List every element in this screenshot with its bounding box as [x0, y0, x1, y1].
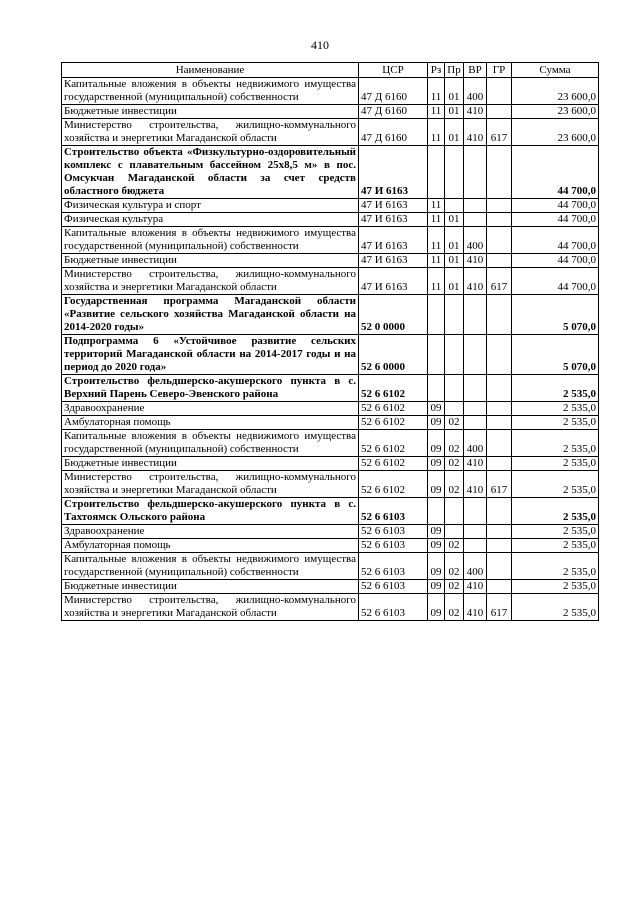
cell-pr: 02	[445, 553, 464, 580]
cell-name: Бюджетные инвестиции	[62, 457, 359, 471]
cell-csr: 47 И 6163	[359, 213, 428, 227]
cell-pr: 01	[445, 213, 464, 227]
table-row	[62, 335, 599, 375]
cell-rz	[428, 335, 445, 375]
cell-gr	[487, 402, 512, 416]
cell-csr: 52 6 6102	[359, 430, 428, 457]
cell-rz: 11	[428, 213, 445, 227]
cell-rz: 11	[428, 254, 445, 268]
table-row	[62, 553, 599, 580]
cell-sum: 2 535,0	[512, 594, 599, 621]
cell-gr	[487, 416, 512, 430]
cell-name: Здравоохранение	[62, 525, 359, 539]
cell-vr: 400	[464, 227, 487, 254]
cell-rz: 09	[428, 580, 445, 594]
cell-rz: 09	[428, 402, 445, 416]
cell-vr: 400	[464, 553, 487, 580]
table-row	[62, 254, 599, 268]
table-row	[62, 539, 599, 553]
header-sum: Сумма	[512, 63, 599, 78]
cell-csr: 52 6 6103	[359, 553, 428, 580]
cell-sum: 2 535,0	[512, 539, 599, 553]
cell-csr: 52 6 6103	[359, 580, 428, 594]
cell-sum: 44 700,0	[512, 268, 599, 295]
cell-gr	[487, 335, 512, 375]
cell-name: Бюджетные инвестиции	[62, 254, 359, 268]
table-body	[62, 78, 599, 621]
cell-sum: 44 700,0	[512, 199, 599, 213]
cell-csr: 47 И 6163	[359, 227, 428, 254]
cell-sum: 2 535,0	[512, 402, 599, 416]
cell-rz: 09	[428, 525, 445, 539]
cell-vr: 410	[464, 457, 487, 471]
table-row	[62, 416, 599, 430]
cell-name: Физическая культура и спорт	[62, 199, 359, 213]
cell-rz: 11	[428, 119, 445, 146]
table-row	[62, 402, 599, 416]
cell-pr: 02	[445, 594, 464, 621]
cell-sum: 2 535,0	[512, 457, 599, 471]
header-vr: ВР	[464, 63, 487, 78]
cell-gr	[487, 539, 512, 553]
cell-vr	[464, 146, 487, 199]
cell-gr	[487, 199, 512, 213]
cell-vr: 400	[464, 430, 487, 457]
cell-gr	[487, 457, 512, 471]
cell-sum: 44 700,0	[512, 213, 599, 227]
table-row	[62, 594, 599, 621]
cell-name: Капитальные вложения в объекты недвижимого имущества государственной (муниципальной) собственности	[62, 430, 359, 457]
cell-rz	[428, 498, 445, 525]
cell-gr: 617	[487, 471, 512, 498]
cell-sum: 2 535,0	[512, 580, 599, 594]
table-row	[62, 580, 599, 594]
cell-sum: 44 700,0	[512, 227, 599, 254]
table-row	[62, 457, 599, 471]
cell-vr: 410	[464, 268, 487, 295]
cell-vr: 410	[464, 471, 487, 498]
cell-gr: 617	[487, 268, 512, 295]
cell-csr: 47 И 6163	[359, 199, 428, 213]
cell-vr: 410	[464, 580, 487, 594]
cell-csr: 52 6 0000	[359, 335, 428, 375]
cell-vr	[464, 525, 487, 539]
cell-vr	[464, 416, 487, 430]
cell-csr: 52 6 6102	[359, 471, 428, 498]
cell-pr: 01	[445, 119, 464, 146]
header-name: Наименование	[62, 63, 359, 78]
cell-pr: 02	[445, 539, 464, 553]
cell-pr: 02	[445, 430, 464, 457]
table-row	[62, 227, 599, 254]
cell-gr	[487, 525, 512, 539]
cell-pr	[445, 402, 464, 416]
cell-pr: 01	[445, 268, 464, 295]
cell-vr	[464, 295, 487, 335]
cell-gr	[487, 227, 512, 254]
cell-gr	[487, 213, 512, 227]
cell-sum: 44 700,0	[512, 146, 599, 199]
cell-pr	[445, 525, 464, 539]
cell-csr: 52 6 6103	[359, 539, 428, 553]
cell-csr: 52 6 6103	[359, 525, 428, 539]
table-row	[62, 295, 599, 335]
cell-gr	[487, 105, 512, 119]
cell-rz: 09	[428, 416, 445, 430]
cell-gr	[487, 146, 512, 199]
cell-vr: 410	[464, 254, 487, 268]
cell-sum: 2 535,0	[512, 375, 599, 402]
table-row	[62, 78, 599, 105]
cell-name: Капитальные вложения в объекты недвижимого имущества государственной (муниципальной) собственности	[62, 553, 359, 580]
cell-gr	[487, 580, 512, 594]
cell-sum: 2 535,0	[512, 416, 599, 430]
cell-sum: 2 535,0	[512, 471, 599, 498]
cell-vr	[464, 213, 487, 227]
cell-pr: 01	[445, 254, 464, 268]
table-row	[62, 430, 599, 457]
cell-name: Амбулаторная помощь	[62, 539, 359, 553]
cell-vr: 400	[464, 78, 487, 105]
cell-csr: 47 Д 6160	[359, 105, 428, 119]
cell-sum: 5 070,0	[512, 295, 599, 335]
cell-pr	[445, 199, 464, 213]
cell-rz	[428, 295, 445, 335]
cell-pr	[445, 146, 464, 199]
cell-pr	[445, 335, 464, 375]
table-header-row	[62, 63, 599, 78]
cell-name: Бюджетные инвестиции	[62, 105, 359, 119]
cell-name: Строительство фельдшерско-акушерского пункта в с. Тахтоямск Ольского района	[62, 498, 359, 525]
cell-sum: 2 535,0	[512, 553, 599, 580]
cell-vr	[464, 539, 487, 553]
cell-rz	[428, 146, 445, 199]
cell-pr: 01	[445, 227, 464, 254]
cell-gr	[487, 254, 512, 268]
header-pr: Пр	[445, 63, 464, 78]
cell-gr	[487, 553, 512, 580]
cell-pr	[445, 498, 464, 525]
cell-rz	[428, 375, 445, 402]
cell-vr	[464, 375, 487, 402]
cell-name: Строительство фельдшерско-акушерского пункта в с. Верхний Парень Северо-Эвенского района	[62, 375, 359, 402]
table-row	[62, 119, 599, 146]
header-rz: Рз	[428, 63, 445, 78]
budget-table	[61, 62, 599, 621]
cell-pr: 02	[445, 416, 464, 430]
cell-rz: 11	[428, 227, 445, 254]
table-row	[62, 146, 599, 199]
cell-sum: 44 700,0	[512, 254, 599, 268]
cell-name: Министерство строительства, жилищно-коммунального хозяйства и энергетики Магаданской области	[62, 268, 359, 295]
cell-csr: 47 И 6163	[359, 146, 428, 199]
table-row	[62, 105, 599, 119]
cell-pr: 01	[445, 78, 464, 105]
cell-sum: 2 535,0	[512, 430, 599, 457]
cell-csr: 52 6 6102	[359, 402, 428, 416]
cell-gr	[487, 498, 512, 525]
cell-sum: 23 600,0	[512, 105, 599, 119]
cell-vr: 410	[464, 105, 487, 119]
cell-sum: 23 600,0	[512, 119, 599, 146]
cell-csr: 52 6 6102	[359, 416, 428, 430]
cell-sum: 5 070,0	[512, 335, 599, 375]
cell-csr: 52 6 6103	[359, 594, 428, 621]
cell-vr	[464, 498, 487, 525]
cell-name: Министерство строительства, жилищно-коммунального хозяйства и энергетики Магаданской области	[62, 471, 359, 498]
cell-gr	[487, 78, 512, 105]
cell-gr: 617	[487, 119, 512, 146]
cell-gr	[487, 430, 512, 457]
cell-name: Амбулаторная помощь	[62, 416, 359, 430]
cell-name: Здравоохранение	[62, 402, 359, 416]
cell-name: Капитальные вложения в объекты недвижимого имущества государственной (муниципальной) собственности	[62, 78, 359, 105]
cell-rz: 09	[428, 539, 445, 553]
table-row	[62, 199, 599, 213]
cell-gr	[487, 295, 512, 335]
table-row	[62, 268, 599, 295]
table-row	[62, 525, 599, 539]
cell-vr: 410	[464, 594, 487, 621]
cell-vr	[464, 199, 487, 213]
table-row	[62, 375, 599, 402]
header-csr: ЦСР	[359, 63, 428, 78]
cell-name: Подпрограмма 6 «Устойчивое развитие сельских территорий Магаданской области на 2014-2017 годы и на период до 2020 года»	[62, 335, 359, 375]
cell-pr: 02	[445, 457, 464, 471]
cell-name: Физическая культура	[62, 213, 359, 227]
cell-sum: 23 600,0	[512, 78, 599, 105]
table-row	[62, 471, 599, 498]
cell-csr: 47 И 6163	[359, 254, 428, 268]
cell-pr	[445, 375, 464, 402]
cell-rz: 11	[428, 105, 445, 119]
cell-csr: 47 И 6163	[359, 268, 428, 295]
cell-gr	[487, 375, 512, 402]
cell-gr: 617	[487, 594, 512, 621]
cell-csr: 52 6 6103	[359, 498, 428, 525]
table-row	[62, 213, 599, 227]
cell-rz: 09	[428, 553, 445, 580]
cell-rz: 09	[428, 471, 445, 498]
cell-csr: 52 0 0000	[359, 295, 428, 335]
cell-csr: 52 6 6102	[359, 375, 428, 402]
cell-rz: 09	[428, 594, 445, 621]
cell-rz: 11	[428, 199, 445, 213]
cell-csr: 47 Д 6160	[359, 119, 428, 146]
cell-rz: 11	[428, 78, 445, 105]
cell-name: Министерство строительства, жилищно-коммунального хозяйства и энергетики Магаданской области	[62, 119, 359, 146]
cell-name: Государственная программа Магаданской области «Развитие сельского хозяйства Магаданской области на 2014-2020 годы»	[62, 295, 359, 335]
cell-rz: 11	[428, 268, 445, 295]
cell-pr: 02	[445, 580, 464, 594]
cell-pr	[445, 295, 464, 335]
cell-vr: 410	[464, 119, 487, 146]
cell-vr	[464, 402, 487, 416]
cell-pr: 01	[445, 105, 464, 119]
cell-pr: 02	[445, 471, 464, 498]
cell-name: Капитальные вложения в объекты недвижимого имущества государственной (муниципальной) собственности	[62, 227, 359, 254]
cell-name: Министерство строительства, жилищно-коммунального хозяйства и энергетики Магаданской области	[62, 594, 359, 621]
header-gr: ГР	[487, 63, 512, 78]
cell-rz: 09	[428, 430, 445, 457]
page-number: 410	[311, 38, 329, 52]
cell-rz: 09	[428, 457, 445, 471]
cell-csr: 47 Д 6160	[359, 78, 428, 105]
table-row	[62, 498, 599, 525]
cell-csr: 52 6 6102	[359, 457, 428, 471]
cell-sum: 2 535,0	[512, 525, 599, 539]
cell-name: Строительство объекта «Физкультурно-оздоровительный комплекс с плавательным бассейном 25х8,5 м» в пос. Омсукчан Магаданской области за счет средств областного бюджета	[62, 146, 359, 199]
cell-name: Бюджетные инвестиции	[62, 580, 359, 594]
cell-vr	[464, 335, 487, 375]
cell-sum: 2 535,0	[512, 498, 599, 525]
